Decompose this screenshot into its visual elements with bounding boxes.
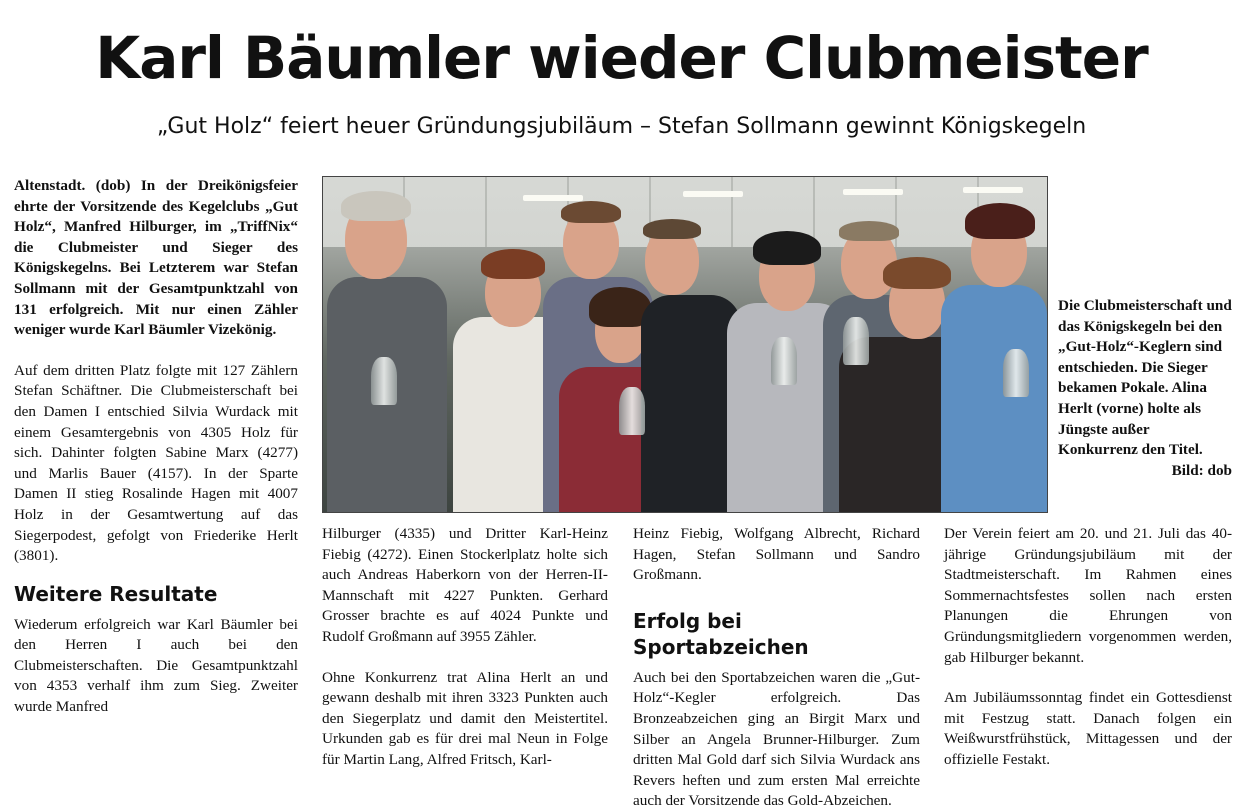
lead-paragraph: Altenstadt. (dob) In der Dreikönigsfeier ehrte der Vorsitzende des Kegelclubs „Gut Holz“, Manfred Hilburger, im „TriffNix“ die Clubmeister und Sieger des Königskegelns. Bei Letzterem war Stefan Sollmann mit der Gesamtpunktzahl von 131 erfolgreich. Mit nur einen Zähler weniger wurde Karl Bäumler Vizekönig.	[14, 177, 298, 339]
subheadline: „Gut Holz“ feiert heuer Gründungsjubiläum – Stefan Sollmann gewinnt Königskegeln	[156, 114, 1087, 139]
article-column-2	[322, 524, 608, 771]
body-paragraph: Auf dem dritten Platz folgte mit 127 Zählern Stefan Schäftner. Die Clubmeisterschaft bei den Damen I entschied Silvia Wurdack mit einem Gesamtergebnis von 4305 Holz für sich. Dahinter folgten Sabine Marx (4277) und Marlis Bauer (4157). In der Sparte Damen II stieg Rosalinde Hagen mit 4007 Holz in der Gesamtwertung auf das Siegerpodest, gefolgt von Friederike Herlt (3801).	[14, 361, 298, 565]
body-paragraph: Hilburger (4335) und Dritter Karl-Heinz Fiebig (4272). Einen Stockerlplatz holte sich auch Andreas Haberkorn von der Herren-II-Mannschaft mit 4227 Punkten. Gerhard Grosser brachte es auf 4024 Punkte und Rudolf Großmann auf 3955 Zähler.	[322, 525, 608, 645]
photo-caption-text: Die Clubmeisterschaft und das Königskegeln bei den „Gut-Holz“-Keglern sind entschieden. Die Sieger bekamen Pokale. Alina Herlt (vorne) holte als Jüngste außer Konkurrenz den Titel.	[1058, 297, 1232, 459]
photo-caption	[1058, 296, 1232, 481]
headline: Karl Bäumler wieder Clubmeister	[95, 24, 1148, 92]
article-column-3	[633, 524, 920, 812]
trophy	[1003, 349, 1029, 397]
body-paragraph: Wiederum erfolgreich war Karl Bäumler bei den Herren I auch bei den Clubmeisterschaften. Die Gesamtpunktzahl von 4353 verhalf ihm zum Sieg. Zweiter wurde Manfred	[14, 615, 298, 716]
body-paragraph: Heinz Fiebig, Wolfgang Albrecht, Richard Hagen, Stefan Sollmann und Sandro Großmann.	[633, 525, 920, 584]
ceiling-light	[523, 195, 583, 201]
body-paragraph: Auch bei den Sportabzeichen waren die „Gut-Holz“-Kegler erfolgreich. Das Bronzeabzeichen ging an Birgit Marx und Silber an Angela Brunner-Hilburger. Zum dritten Mal Gold darf sich Silvia Wurdack ans Revers heften und zum ersten Mal erreichte auch der Vorsitzende das Gold-Abzeichen.	[633, 668, 920, 810]
article-photo	[322, 176, 1048, 513]
body-paragraph: Am Jubiläumssonntag findet ein Gottesdienst mit Festzug statt. Danach folgen ein Weißwurstfrühstück, Mittagessen und der offizielle Festakt.	[944, 689, 1232, 768]
article-column-4	[944, 524, 1232, 771]
body-paragraph: Der Verein feiert am 20. und 21. Juli das 40-jährige Gründungsjubiläum mit der Stadtmeisterschaft. Im Rahmen eines Sommernachtsfestes sollen nach ersten Planungen die Ehrungen von Gründungsmitgliedern vorgenommen werden, gab Hilburger bekannt.	[944, 525, 1232, 666]
trophy	[771, 337, 797, 385]
photo-credit: Bild: dob	[1171, 461, 1232, 479]
trophy	[619, 387, 645, 435]
trophy	[843, 317, 869, 365]
subheading-sportabzeichen: Erfolg bei Sportabzeichen	[633, 608, 809, 659]
ceiling-light	[683, 191, 743, 197]
body-paragraph: Ohne Konkurrenz trat Alina Herlt an und gewann deshalb mit ihren 3323 Punkten auch den Siegerplatz und damit den Meistertitel. Urkunden gab es für drei mal Neun in Folge für Martin Lang, Alfred Fritsch, Karl-	[322, 668, 608, 768]
article-column-1	[14, 176, 298, 718]
subheading-weitere-resultate: Weitere Resultate	[14, 581, 218, 606]
ceiling-light	[843, 189, 903, 195]
ceiling-light	[963, 187, 1023, 193]
trophy	[371, 357, 397, 405]
